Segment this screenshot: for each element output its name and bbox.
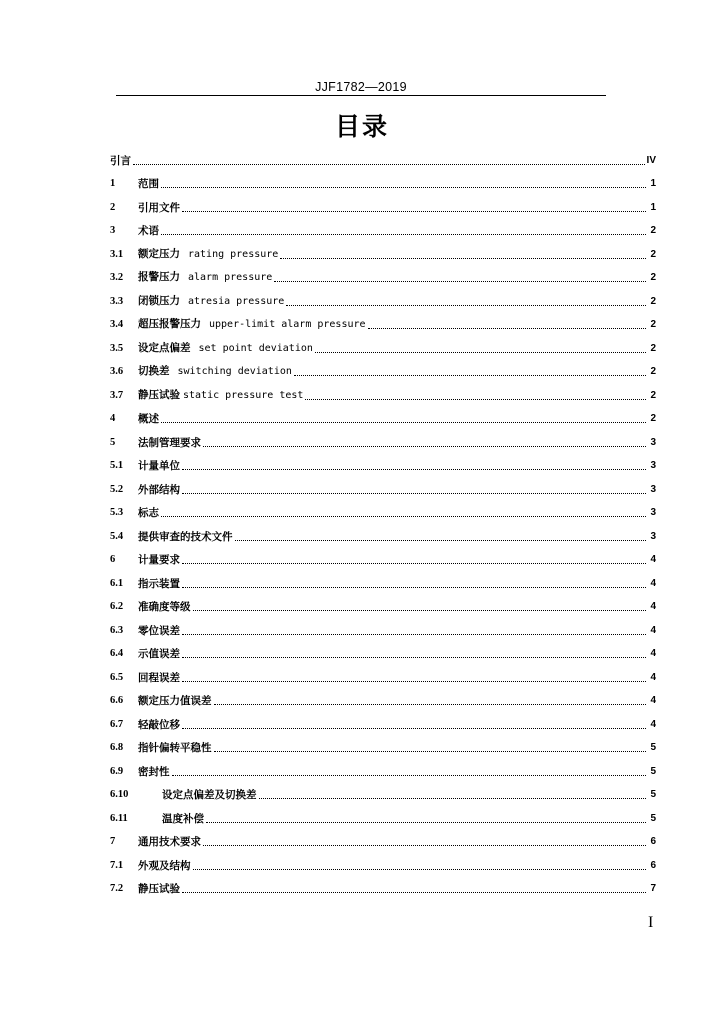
toc-entry-title <box>138 882 180 896</box>
toc-entry-number: 3 <box>110 225 116 236</box>
toc-entry <box>110 332 656 356</box>
toc-entry-number: 6.8 <box>110 742 124 753</box>
toc-entry-page: IV <box>646 154 656 166</box>
dot-leader <box>280 258 646 259</box>
toc-entry <box>110 779 656 803</box>
toc-entry <box>110 497 656 521</box>
toc-entry-title <box>138 600 191 614</box>
dot-leader <box>259 798 647 799</box>
toc-entry-title-zh: 闭锁压力 <box>138 294 180 307</box>
page-folio: I <box>648 914 654 931</box>
toc-entry-title-zh: 外部结构 <box>138 483 180 496</box>
dot-leader <box>161 516 646 517</box>
toc-entry <box>110 379 656 403</box>
toc-entry-title-zh: 概述 <box>138 413 159 425</box>
dot-leader <box>203 446 646 447</box>
toc-entry-number: 7 <box>110 836 116 847</box>
dot-leader <box>182 657 646 658</box>
dot-leader <box>161 187 646 188</box>
toc-entry-number: 6.6 <box>110 695 124 706</box>
toc-title: 目录 <box>334 112 389 141</box>
toc-entry-title <box>162 812 204 826</box>
toc-entry-number: 5 <box>110 436 116 448</box>
toc-entry-number: 3.1 <box>110 248 124 260</box>
toc-entry-title <box>138 201 180 215</box>
toc-entry-number: 6.1 <box>110 577 124 589</box>
toc-entry <box>110 403 656 427</box>
toc-entry-title-zh: 准确度等级 <box>138 601 191 613</box>
toc-entry-title-zh: 设定点偏差 <box>138 341 191 354</box>
toc-entry-title-zh: 温度补偿 <box>162 812 204 825</box>
toc-entry <box>110 661 656 685</box>
toc-entry <box>110 614 656 638</box>
toc-entry-title <box>138 741 212 755</box>
toc-entry-page: 1 <box>650 201 656 213</box>
toc-entry-title <box>138 483 180 497</box>
toc-entry-title-en: alarm pressure <box>188 272 273 283</box>
toc-entry-title-en: atresia pressure <box>188 295 285 307</box>
toc-entry-title <box>138 341 313 356</box>
toc-entry <box>110 215 656 239</box>
toc-entry <box>110 238 656 262</box>
toc-entry-page: 5 <box>650 812 656 824</box>
toc-entry-title-zh: 计量单位 <box>138 460 180 472</box>
toc-entry <box>110 450 656 474</box>
toc-entry-title <box>138 694 212 708</box>
toc-entry-number: 6.10 <box>110 789 129 800</box>
toc-entry-number: 7.2 <box>110 883 124 894</box>
dot-leader <box>206 822 646 823</box>
dot-leader <box>214 704 647 705</box>
toc-entry <box>110 802 656 826</box>
toc-entry <box>110 732 656 756</box>
toc-entry-number: 2 <box>110 201 116 213</box>
toc-entry-title <box>138 647 180 661</box>
toc-entry <box>110 708 656 732</box>
toc-entry <box>110 685 656 709</box>
toc-entry <box>110 262 656 286</box>
toc-entry <box>110 755 656 779</box>
toc-entry-number: 5.4 <box>110 530 124 542</box>
toc-entry <box>110 191 656 215</box>
toc-entry-title <box>138 859 191 873</box>
toc-entry-title-zh: 报警压力 <box>138 271 180 283</box>
toc-entry-title-zh: 静压试验 <box>138 388 180 401</box>
toc-entry-title-en: switching deviation <box>177 366 292 377</box>
toc-entry-page: 5 <box>650 765 656 777</box>
dot-leader <box>315 352 646 353</box>
toc-entry-page: 6 <box>650 859 656 871</box>
toc-entry-title-zh: 切换差 <box>138 365 170 377</box>
toc-entry-title-zh: 轻敲位移 <box>138 718 180 731</box>
toc-entry <box>110 309 656 333</box>
header-rule <box>116 95 606 96</box>
dot-leader <box>182 563 646 564</box>
standard-code-header: JJF1782—2019 <box>315 80 407 94</box>
toc-entry-page: 3 <box>650 460 656 471</box>
dot-leader <box>161 234 646 235</box>
toc-entry-title-zh: 标志 <box>138 507 159 519</box>
toc-entry-page: 3 <box>650 436 656 448</box>
toc-entry-page: 2 <box>650 225 656 236</box>
toc-entry <box>110 826 656 850</box>
toc-entry-title-en: static pressure test <box>183 389 304 401</box>
dot-leader <box>235 540 647 541</box>
toc-entry <box>110 638 656 662</box>
toc-entry-title <box>138 671 180 685</box>
toc-entry-page: 2 <box>650 295 656 307</box>
toc-entry-number: 6.3 <box>110 624 124 636</box>
toc-entry-page: 3 <box>650 530 656 542</box>
toc-entry-title-zh: 外观及结构 <box>138 859 191 872</box>
toc-entry-title-zh: 设定点偏差及切换差 <box>162 789 257 801</box>
toc-entry-page: 4 <box>650 601 656 612</box>
dot-leader <box>286 305 646 306</box>
toc-entry <box>110 567 656 591</box>
dot-leader <box>182 493 646 494</box>
dot-leader <box>133 164 645 165</box>
toc-entry-title <box>138 388 303 403</box>
toc-entry-page: 2 <box>650 319 656 330</box>
toc-entry-number: 6.7 <box>110 718 124 730</box>
toc-entry-title-zh: 范围 <box>138 178 159 190</box>
dot-leader <box>182 892 646 893</box>
dot-leader <box>368 328 646 329</box>
toc-entry-title-zh: 引言 <box>110 154 131 167</box>
dot-leader <box>214 751 647 752</box>
toc-entry-title <box>138 247 278 262</box>
toc-entry-title <box>138 177 159 191</box>
toc-entry-title-zh: 指针偏转平稳性 <box>138 742 212 754</box>
toc-entry-title-zh: 计量要求 <box>138 554 180 566</box>
toc-entry-number: 3.4 <box>110 319 124 330</box>
dot-leader <box>172 775 647 776</box>
toc-entry-title-zh: 回程误差 <box>138 671 180 684</box>
toc-entry-title-zh: 法制管理要求 <box>138 436 201 449</box>
toc-entry-title-zh: 提供审查的技术文件 <box>138 530 233 543</box>
dot-leader <box>193 869 647 870</box>
toc-entry-page: 2 <box>650 248 656 260</box>
dot-leader <box>182 587 646 588</box>
toc-entry <box>110 426 656 450</box>
toc-entry-title-en: rating pressure <box>188 248 279 260</box>
toc-entry <box>110 285 656 309</box>
toc-entry-number: 6.11 <box>110 812 128 824</box>
dot-leader <box>182 728 646 729</box>
dot-leader <box>161 422 646 423</box>
toc-entry-title <box>138 459 180 473</box>
toc-entry-page: 7 <box>650 883 656 894</box>
toc-entry-title-zh: 引用文件 <box>138 201 180 214</box>
toc-entry-title <box>138 577 180 591</box>
toc-entry-page: 4 <box>650 577 656 589</box>
toc-entry-title <box>138 436 201 450</box>
toc-entry-number: 1 <box>110 178 116 189</box>
toc-entry-page: 4 <box>650 554 656 565</box>
dot-leader <box>274 281 646 282</box>
toc-entry-number: 5.2 <box>110 483 124 495</box>
toc-entry-number: 5.3 <box>110 507 124 518</box>
toc-entry <box>110 849 656 873</box>
toc-entry-title <box>162 788 257 802</box>
toc-entry-title <box>138 624 180 638</box>
toc-entry-number: 5.1 <box>110 460 124 471</box>
toc-entry <box>110 520 656 544</box>
toc-entry-page: 5 <box>650 789 656 800</box>
toc-entry-number: 3.3 <box>110 295 124 307</box>
toc-entry-title-zh: 术语 <box>138 225 159 237</box>
toc-entry-title-zh: 额定压力值误差 <box>138 695 212 707</box>
toc-entry <box>110 168 656 192</box>
toc-entry-title-zh: 通用技术要求 <box>138 836 201 848</box>
toc-entry-title-zh: 指示装置 <box>138 577 180 590</box>
toc-entry-page: 3 <box>650 507 656 518</box>
toc-entry-number: 6 <box>110 554 116 565</box>
toc-entry-number: 3.6 <box>110 366 124 377</box>
dot-leader <box>305 399 646 400</box>
toc-entry-page: 5 <box>650 742 656 753</box>
toc-entry-title <box>110 154 131 168</box>
toc-entry-page: 2 <box>650 413 656 424</box>
toc-entry-title-zh: 示值误差 <box>138 648 180 660</box>
toc-entry-title-zh: 超压报警压力 <box>138 318 201 330</box>
toc-entry <box>110 591 656 615</box>
dot-leader <box>182 634 646 635</box>
toc-entry <box>110 873 656 897</box>
toc-entry-number: 3.5 <box>110 342 124 354</box>
toc-entry-number: 6.5 <box>110 671 124 683</box>
toc-entry-number: 6.2 <box>110 601 124 612</box>
toc-entry-title <box>138 835 201 849</box>
toc-entry-number: 4 <box>110 413 116 424</box>
table-of-contents <box>110 144 656 896</box>
dot-leader <box>193 610 647 611</box>
toc-entry-title-en: set point deviation <box>198 342 313 354</box>
toc-entry-title-zh: 密封性 <box>138 765 170 778</box>
toc-entry-title-zh: 静压试验 <box>138 883 180 895</box>
dot-leader <box>182 211 646 212</box>
toc-entry-page: 4 <box>650 624 656 636</box>
toc-entry-number: 6.4 <box>110 648 124 659</box>
toc-entry-title-en: upper-limit alarm pressure <box>209 319 366 330</box>
toc-entry <box>110 473 656 497</box>
toc-entry-title <box>138 317 366 332</box>
toc-entry-page: 6 <box>650 836 656 847</box>
toc-entry-title <box>138 553 180 567</box>
toc-entry-title <box>138 506 159 520</box>
toc-entry-number: 3.7 <box>110 389 124 401</box>
toc-entry <box>110 144 656 168</box>
toc-entry-page: 4 <box>650 718 656 730</box>
dot-leader <box>294 375 646 376</box>
toc-entry-page: 2 <box>650 389 656 401</box>
toc-entry-title-zh: 零位误差 <box>138 624 180 637</box>
dot-leader <box>182 469 646 470</box>
toc-entry-page: 4 <box>650 671 656 683</box>
toc-entry-page: 2 <box>650 272 656 283</box>
toc-entry-title <box>138 765 170 779</box>
toc-entry-number: 6.9 <box>110 765 124 777</box>
toc-entry <box>110 356 656 380</box>
toc-entry-page: 2 <box>650 342 656 354</box>
toc-entry-page: 3 <box>650 483 656 495</box>
toc-entry-title-zh: 额定压力 <box>138 247 180 260</box>
toc-entry-page: 4 <box>650 695 656 706</box>
toc-entry-title <box>138 530 233 544</box>
toc-entry-title <box>138 718 180 732</box>
toc-entry-page: 1 <box>650 178 656 189</box>
toc-entry-page: 2 <box>650 366 656 377</box>
dot-leader <box>203 845 646 846</box>
toc-entry-title <box>138 294 284 309</box>
toc-entry-title <box>138 224 159 238</box>
toc-entry-page: 4 <box>650 648 656 659</box>
dot-leader <box>182 681 646 682</box>
toc-entry-title <box>138 412 159 426</box>
toc-entry-title <box>138 364 292 379</box>
toc-entry-number: 7.1 <box>110 859 124 871</box>
toc-entry-number: 3.2 <box>110 272 124 283</box>
toc-entry-title <box>138 270 272 285</box>
toc-entry <box>110 544 656 568</box>
